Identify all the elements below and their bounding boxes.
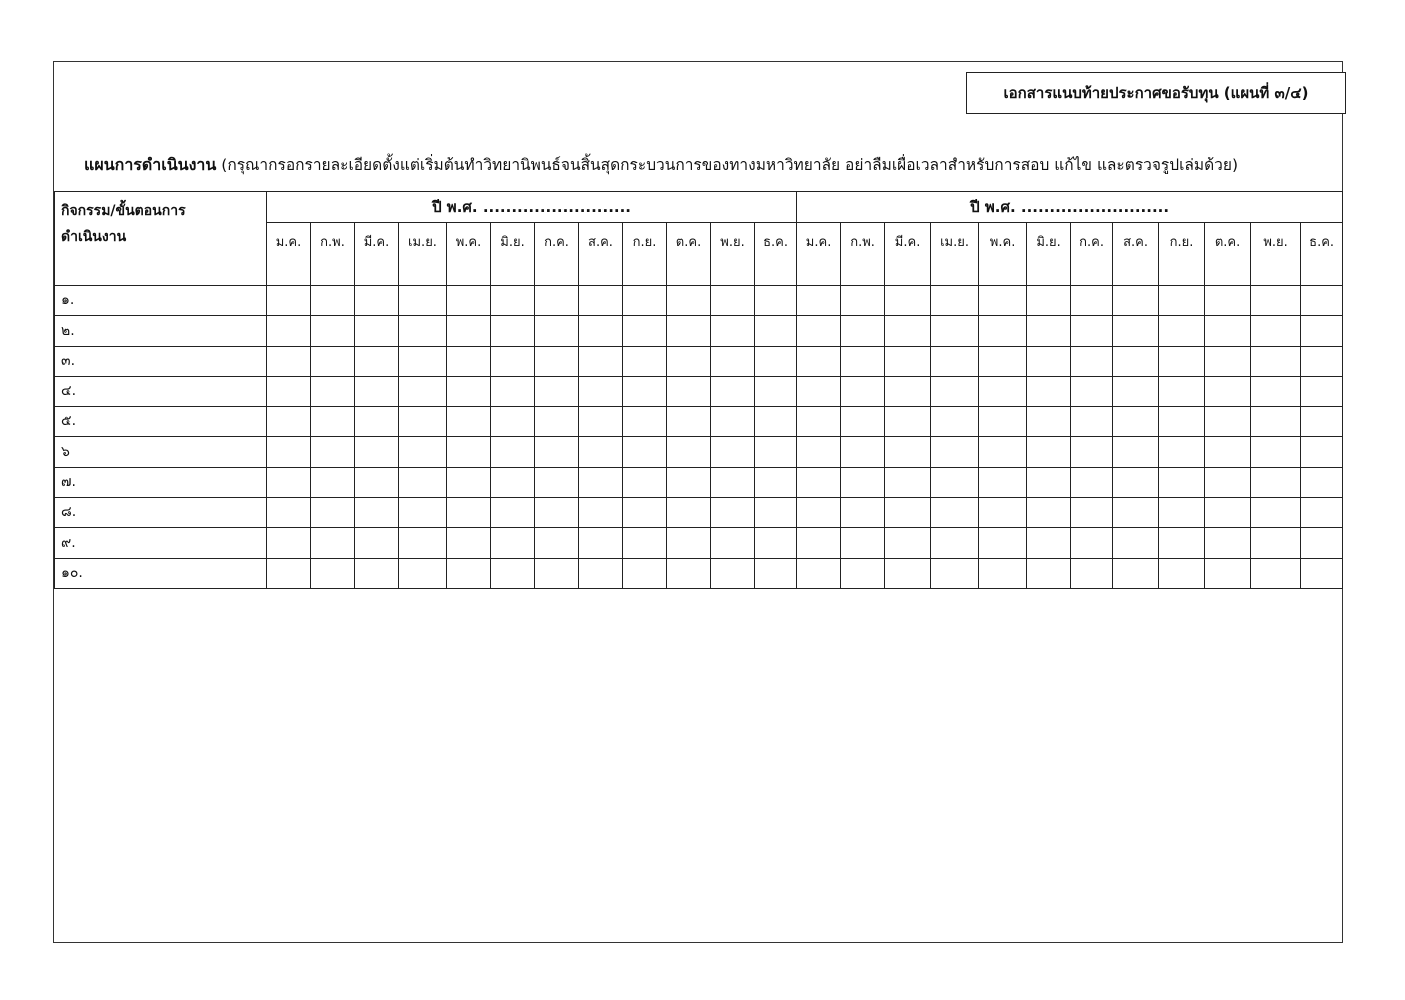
schedule-cell[interactable] xyxy=(1251,558,1301,588)
row-number: ๑. xyxy=(55,286,267,316)
month-header: พ.ย. xyxy=(711,223,755,286)
schedule-cell[interactable] xyxy=(667,346,711,376)
schedule-cell[interactable] xyxy=(267,407,311,437)
month-header: มี.ค. xyxy=(885,223,931,286)
schedule-cell[interactable] xyxy=(447,376,491,406)
schedule-cell[interactable] xyxy=(1159,498,1205,528)
schedule-cell[interactable] xyxy=(841,316,885,346)
row-number: ๙. xyxy=(55,528,267,558)
row-number: ๓. xyxy=(55,346,267,376)
schedule-cell[interactable] xyxy=(841,467,885,497)
month-header: ก.พ. xyxy=(311,223,355,286)
schedule-cell[interactable] xyxy=(797,407,841,437)
schedule-cell[interactable] xyxy=(1301,437,1343,467)
schedule-cell[interactable] xyxy=(755,316,797,346)
schedule-cell[interactable] xyxy=(535,316,579,346)
schedule-cell[interactable] xyxy=(1071,376,1113,406)
schedule-cell[interactable] xyxy=(1071,316,1113,346)
activity-header-line1: กิจกรรม/ขั้นตอนการ xyxy=(61,203,186,219)
schedule-cell[interactable] xyxy=(311,437,355,467)
schedule-cell[interactable] xyxy=(711,346,755,376)
schedule-cell[interactable] xyxy=(579,437,623,467)
month-header: ส.ค. xyxy=(579,223,623,286)
schedule-cell[interactable] xyxy=(885,286,931,316)
schedule-cell[interactable] xyxy=(1205,286,1251,316)
month-header: ก.ค. xyxy=(1071,223,1113,286)
schedule-cell[interactable] xyxy=(1205,376,1251,406)
schedule-cell[interactable] xyxy=(711,498,755,528)
row-number: ๒. xyxy=(55,316,267,346)
schedule-cell[interactable] xyxy=(1205,346,1251,376)
schedule-cell[interactable] xyxy=(1251,316,1301,346)
schedule-cell[interactable] xyxy=(667,467,711,497)
schedule-cell[interactable] xyxy=(623,286,667,316)
month-header: เม.ย. xyxy=(931,223,979,286)
schedule-cell[interactable] xyxy=(711,528,755,558)
schedule-cell[interactable] xyxy=(841,286,885,316)
schedule-cell[interactable] xyxy=(1205,558,1251,588)
schedule-cell[interactable] xyxy=(797,498,841,528)
month-header: ก.ค. xyxy=(535,223,579,286)
schedule-cell[interactable] xyxy=(931,316,979,346)
plan-title xyxy=(84,152,1334,178)
schedule-cell[interactable] xyxy=(667,498,711,528)
schedule-cell[interactable] xyxy=(535,346,579,376)
schedule-cell[interactable] xyxy=(979,376,1027,406)
table-row xyxy=(55,467,1343,497)
schedule-cell[interactable] xyxy=(267,286,311,316)
schedule-cell[interactable] xyxy=(311,498,355,528)
schedule-cell[interactable] xyxy=(1205,437,1251,467)
schedule-cell[interactable] xyxy=(399,346,447,376)
schedule-cell[interactable] xyxy=(355,286,399,316)
schedule-cell[interactable] xyxy=(755,286,797,316)
schedule-cell[interactable] xyxy=(535,528,579,558)
month-header: ก.ย. xyxy=(1159,223,1205,286)
schedule-cell[interactable] xyxy=(623,376,667,406)
schedule-cell[interactable] xyxy=(931,558,979,588)
row-number: ๖ xyxy=(55,437,267,467)
schedule-cell[interactable] xyxy=(1251,498,1301,528)
month-header: ธ.ค. xyxy=(1301,223,1343,286)
schedule-cell[interactable] xyxy=(623,316,667,346)
schedule-cell[interactable] xyxy=(797,558,841,588)
schedule-cell[interactable] xyxy=(1251,376,1301,406)
schedule-cell[interactable] xyxy=(755,407,797,437)
schedule-cell[interactable] xyxy=(667,407,711,437)
schedule-cell[interactable] xyxy=(447,467,491,497)
schedule-cell[interactable] xyxy=(711,376,755,406)
schedule-cell[interactable] xyxy=(311,407,355,437)
schedule-cell[interactable] xyxy=(623,346,667,376)
schedule-cell[interactable] xyxy=(1071,437,1113,467)
schedule-cell[interactable] xyxy=(399,376,447,406)
schedule-cell[interactable] xyxy=(797,376,841,406)
schedule-cell[interactable] xyxy=(979,286,1027,316)
schedule-cell[interactable] xyxy=(667,316,711,346)
schedule-cell[interactable] xyxy=(885,376,931,406)
schedule-cell[interactable] xyxy=(1071,407,1113,437)
schedule-cell[interactable] xyxy=(1205,498,1251,528)
schedule-cell[interactable] xyxy=(667,286,711,316)
schedule-cell[interactable] xyxy=(579,376,623,406)
schedule-cell[interactable] xyxy=(797,528,841,558)
schedule-cell[interactable] xyxy=(1251,407,1301,437)
schedule-cell[interactable] xyxy=(979,316,1027,346)
schedule-cell[interactable] xyxy=(355,528,399,558)
schedule-cell[interactable] xyxy=(1071,498,1113,528)
schedule-cell[interactable] xyxy=(355,437,399,467)
schedule-cell[interactable] xyxy=(667,528,711,558)
schedule-cell[interactable] xyxy=(1071,467,1113,497)
schedule-cell[interactable] xyxy=(447,316,491,346)
month-header: มิ.ย. xyxy=(491,223,535,286)
schedule-cell[interactable] xyxy=(355,558,399,588)
schedule-cell[interactable] xyxy=(711,467,755,497)
schedule-cell[interactable] xyxy=(535,437,579,467)
schedule-cell[interactable] xyxy=(491,316,535,346)
schedule-cell[interactable] xyxy=(885,407,931,437)
schedule-cell[interactable] xyxy=(1159,316,1205,346)
schedule-cell[interactable] xyxy=(1071,528,1113,558)
schedule-cell[interactable] xyxy=(623,437,667,467)
schedule-cell[interactable] xyxy=(311,528,355,558)
schedule-cell[interactable] xyxy=(797,437,841,467)
schedule-cell[interactable] xyxy=(1205,528,1251,558)
month-header: พ.ค. xyxy=(979,223,1027,286)
schedule-cell[interactable] xyxy=(1251,286,1301,316)
schedule-cell[interactable] xyxy=(399,407,447,437)
schedule-cell[interactable] xyxy=(447,407,491,437)
schedule-cell[interactable] xyxy=(755,376,797,406)
schedule-cell[interactable] xyxy=(1251,467,1301,497)
schedule-cell[interactable] xyxy=(447,346,491,376)
schedule-cell[interactable] xyxy=(841,437,885,467)
schedule-cell[interactable] xyxy=(885,346,931,376)
plan-title-note: (กรุณากรอกรายละเอียดตั้งแต่เริ่มต้นทำวิทยานิพนธ์จนสิ้นสุดกระบวนการของทางมหาวิทยาลัย อย่าลืมเผื่อเวลาสำหรับการสอบ แก้ไข และตรวจรูปเล่มด้วย) xyxy=(216,156,1239,174)
schedule-cell[interactable] xyxy=(711,407,755,437)
schedule-cell[interactable] xyxy=(667,376,711,406)
schedule-cell[interactable] xyxy=(1301,316,1343,346)
month-header: เม.ย. xyxy=(399,223,447,286)
month-header: ก.พ. xyxy=(841,223,885,286)
schedule-cell[interactable] xyxy=(623,407,667,437)
schedule-cell[interactable] xyxy=(1027,437,1071,467)
table-row xyxy=(55,528,1343,558)
schedule-cell[interactable] xyxy=(311,346,355,376)
schedule-cell[interactable] xyxy=(399,437,447,467)
schedule-cell[interactable] xyxy=(931,407,979,437)
table-row xyxy=(55,558,1343,588)
schedule-cell[interactable] xyxy=(1113,316,1159,346)
month-header: พ.ย. xyxy=(1251,223,1301,286)
table-row xyxy=(55,346,1343,376)
schedule-cell[interactable] xyxy=(1301,286,1343,316)
schedule-cell[interactable] xyxy=(979,467,1027,497)
schedule-cell[interactable] xyxy=(1113,346,1159,376)
schedule-cell[interactable] xyxy=(931,437,979,467)
schedule-cell[interactable] xyxy=(1301,498,1343,528)
schedule-cell[interactable] xyxy=(931,286,979,316)
schedule-cell[interactable] xyxy=(755,558,797,588)
schedule-cell[interactable] xyxy=(447,437,491,467)
schedule-cell[interactable] xyxy=(797,346,841,376)
schedule-cell[interactable] xyxy=(1159,558,1205,588)
schedule-cell[interactable] xyxy=(399,528,447,558)
schedule-cell[interactable] xyxy=(267,376,311,406)
month-header: ม.ค. xyxy=(797,223,841,286)
schedule-cell[interactable] xyxy=(931,467,979,497)
schedule-cell[interactable] xyxy=(311,467,355,497)
schedule-cell[interactable] xyxy=(1159,346,1205,376)
schedule-cell[interactable] xyxy=(1205,407,1251,437)
schedule-cell[interactable] xyxy=(535,467,579,497)
schedule-cell[interactable] xyxy=(979,558,1027,588)
document-label xyxy=(966,72,1346,114)
schedule-cell[interactable] xyxy=(1113,407,1159,437)
schedule-cell[interactable] xyxy=(491,407,535,437)
schedule-cell[interactable] xyxy=(623,467,667,497)
schedule-cell[interactable] xyxy=(885,316,931,346)
schedule-cell[interactable] xyxy=(979,528,1027,558)
schedule-cell[interactable] xyxy=(979,498,1027,528)
schedule-cell[interactable] xyxy=(1159,286,1205,316)
schedule-cell[interactable] xyxy=(399,558,447,588)
schedule-cell[interactable] xyxy=(579,498,623,528)
schedule-cell[interactable] xyxy=(1159,528,1205,558)
schedule-cell[interactable] xyxy=(1027,407,1071,437)
row-number: ๑๐. xyxy=(55,558,267,588)
table-row xyxy=(55,407,1343,437)
table-row xyxy=(55,376,1343,406)
schedule-cell[interactable] xyxy=(979,346,1027,376)
schedule-cell[interactable] xyxy=(1159,467,1205,497)
row-number: ๘. xyxy=(55,498,267,528)
schedule-cell[interactable] xyxy=(1027,316,1071,346)
schedule-cell[interactable] xyxy=(579,286,623,316)
schedule-cell[interactable] xyxy=(267,498,311,528)
schedule-cell[interactable] xyxy=(1113,558,1159,588)
schedule-cell[interactable] xyxy=(885,437,931,467)
schedule-cell[interactable] xyxy=(267,528,311,558)
schedule-cell[interactable] xyxy=(535,286,579,316)
schedule-cell[interactable] xyxy=(1027,498,1071,528)
schedule-cell[interactable] xyxy=(491,498,535,528)
schedule-cell[interactable] xyxy=(755,467,797,497)
schedule-cell[interactable] xyxy=(1027,467,1071,497)
schedule-cell[interactable] xyxy=(797,286,841,316)
schedule-cell[interactable] xyxy=(711,437,755,467)
schedule-cell[interactable] xyxy=(755,437,797,467)
schedule-cell[interactable] xyxy=(1159,407,1205,437)
schedule-cell[interactable] xyxy=(931,346,979,376)
month-header: ต.ค. xyxy=(667,223,711,286)
schedule-cell[interactable] xyxy=(711,316,755,346)
schedule-cell[interactable] xyxy=(755,528,797,558)
schedule-cell[interactable] xyxy=(797,467,841,497)
work-plan-table xyxy=(54,191,1343,589)
schedule-cell[interactable] xyxy=(579,407,623,437)
schedule-cell[interactable] xyxy=(267,467,311,497)
table-row xyxy=(55,498,1343,528)
schedule-cell[interactable] xyxy=(1301,467,1343,497)
schedule-cell[interactable] xyxy=(267,316,311,346)
schedule-cell[interactable] xyxy=(1071,558,1113,588)
schedule-cell[interactable] xyxy=(841,498,885,528)
month-header: ธ.ค. xyxy=(755,223,797,286)
schedule-cell[interactable] xyxy=(1071,346,1113,376)
schedule-cell[interactable] xyxy=(885,558,931,588)
schedule-cell[interactable] xyxy=(267,558,311,588)
schedule-cell[interactable] xyxy=(579,316,623,346)
schedule-cell[interactable] xyxy=(1113,286,1159,316)
schedule-cell[interactable] xyxy=(535,498,579,528)
schedule-cell[interactable] xyxy=(1301,528,1343,558)
schedule-cell[interactable] xyxy=(447,286,491,316)
schedule-cell[interactable] xyxy=(579,467,623,497)
schedule-cell[interactable] xyxy=(667,437,711,467)
schedule-cell[interactable] xyxy=(1159,376,1205,406)
activity-header xyxy=(55,192,267,286)
schedule-cell[interactable] xyxy=(491,286,535,316)
schedule-cell[interactable] xyxy=(711,286,755,316)
schedule-cell[interactable] xyxy=(311,558,355,588)
schedule-cell[interactable] xyxy=(841,346,885,376)
schedule-cell[interactable] xyxy=(355,467,399,497)
schedule-cell[interactable] xyxy=(491,467,535,497)
schedule-cell[interactable] xyxy=(623,498,667,528)
schedule-cell[interactable] xyxy=(535,376,579,406)
schedule-cell[interactable] xyxy=(1251,437,1301,467)
schedule-cell[interactable] xyxy=(491,346,535,376)
schedule-cell[interactable] xyxy=(1027,286,1071,316)
schedule-cell[interactable] xyxy=(311,286,355,316)
table-row xyxy=(55,316,1343,346)
schedule-cell[interactable] xyxy=(491,376,535,406)
schedule-cell[interactable] xyxy=(623,558,667,588)
year-header-2: ปี พ.ศ. .......................... xyxy=(797,192,1343,223)
schedule-cell[interactable] xyxy=(355,316,399,346)
schedule-cell[interactable] xyxy=(447,558,491,588)
schedule-cell[interactable] xyxy=(885,467,931,497)
schedule-cell[interactable] xyxy=(491,528,535,558)
schedule-cell[interactable] xyxy=(491,558,535,588)
activity-header-line2: ดำเนินงาน xyxy=(61,229,127,245)
schedule-cell[interactable] xyxy=(979,407,1027,437)
schedule-cell[interactable] xyxy=(1027,376,1071,406)
document-label-text: เอกสารแนบท้ายประกาศขอรับทุน (แผนที่ ๓/๔) xyxy=(1003,84,1309,102)
schedule-cell[interactable] xyxy=(841,376,885,406)
schedule-cell[interactable] xyxy=(1071,286,1113,316)
schedule-cell[interactable] xyxy=(885,528,931,558)
schedule-cell[interactable] xyxy=(1113,437,1159,467)
schedule-cell[interactable] xyxy=(311,376,355,406)
schedule-cell[interactable] xyxy=(931,528,979,558)
schedule-cell[interactable] xyxy=(399,316,447,346)
schedule-cell[interactable] xyxy=(491,437,535,467)
row-number: ๕. xyxy=(55,407,267,437)
row-number: ๔. xyxy=(55,376,267,406)
schedule-cell[interactable] xyxy=(841,558,885,588)
schedule-cell[interactable] xyxy=(355,376,399,406)
table-row xyxy=(55,286,1343,316)
schedule-cell[interactable] xyxy=(1027,558,1071,588)
schedule-cell[interactable] xyxy=(931,498,979,528)
schedule-cell[interactable] xyxy=(931,376,979,406)
schedule-cell[interactable] xyxy=(267,346,311,376)
schedule-cell[interactable] xyxy=(1159,437,1205,467)
schedule-cell[interactable] xyxy=(399,286,447,316)
schedule-cell[interactable] xyxy=(711,558,755,588)
schedule-cell[interactable] xyxy=(1251,528,1301,558)
schedule-cell[interactable] xyxy=(399,498,447,528)
schedule-cell[interactable] xyxy=(399,467,447,497)
month-header: ส.ค. xyxy=(1113,223,1159,286)
schedule-cell[interactable] xyxy=(535,407,579,437)
year-header-row xyxy=(55,192,1343,223)
schedule-cell[interactable] xyxy=(579,528,623,558)
schedule-cell[interactable] xyxy=(1301,376,1343,406)
schedule-cell[interactable] xyxy=(1113,376,1159,406)
schedule-cell[interactable] xyxy=(841,528,885,558)
schedule-cell[interactable] xyxy=(355,498,399,528)
schedule-cell[interactable] xyxy=(535,558,579,588)
schedule-cell[interactable] xyxy=(755,498,797,528)
schedule-cell[interactable] xyxy=(311,316,355,346)
schedule-cell[interactable] xyxy=(579,558,623,588)
schedule-cell[interactable] xyxy=(1113,528,1159,558)
schedule-cell[interactable] xyxy=(1205,467,1251,497)
schedule-cell[interactable] xyxy=(841,407,885,437)
month-header: ก.ย. xyxy=(623,223,667,286)
schedule-cell[interactable] xyxy=(1113,498,1159,528)
month-header: ต.ค. xyxy=(1205,223,1251,286)
schedule-cell[interactable] xyxy=(579,346,623,376)
month-header: พ.ค. xyxy=(447,223,491,286)
schedule-cell[interactable] xyxy=(447,528,491,558)
schedule-cell[interactable] xyxy=(1301,346,1343,376)
schedule-cell[interactable] xyxy=(355,407,399,437)
schedule-cell[interactable] xyxy=(755,346,797,376)
plan-title-bold: แผนการดำเนินงาน xyxy=(84,155,217,174)
schedule-cell[interactable] xyxy=(355,346,399,376)
schedule-cell[interactable] xyxy=(667,558,711,588)
schedule-cell[interactable] xyxy=(1027,346,1071,376)
schedule-cell[interactable] xyxy=(623,528,667,558)
month-header: มิ.ย. xyxy=(1027,223,1071,286)
schedule-cell[interactable] xyxy=(1301,407,1343,437)
table-row xyxy=(55,437,1343,467)
schedule-cell[interactable] xyxy=(885,498,931,528)
year-header-1: ปี พ.ศ. .......................... xyxy=(267,192,797,223)
schedule-cell[interactable] xyxy=(1205,316,1251,346)
schedule-cell[interactable] xyxy=(447,498,491,528)
month-header: มี.ค. xyxy=(355,223,399,286)
schedule-cell[interactable] xyxy=(979,437,1027,467)
schedule-cell[interactable] xyxy=(1113,467,1159,497)
schedule-cell[interactable] xyxy=(1251,346,1301,376)
schedule-cell[interactable] xyxy=(1027,528,1071,558)
schedule-cell[interactable] xyxy=(797,316,841,346)
row-number: ๗. xyxy=(55,467,267,497)
schedule-cell[interactable] xyxy=(1301,558,1343,588)
month-header: ม.ค. xyxy=(267,223,311,286)
schedule-cell[interactable] xyxy=(267,437,311,467)
